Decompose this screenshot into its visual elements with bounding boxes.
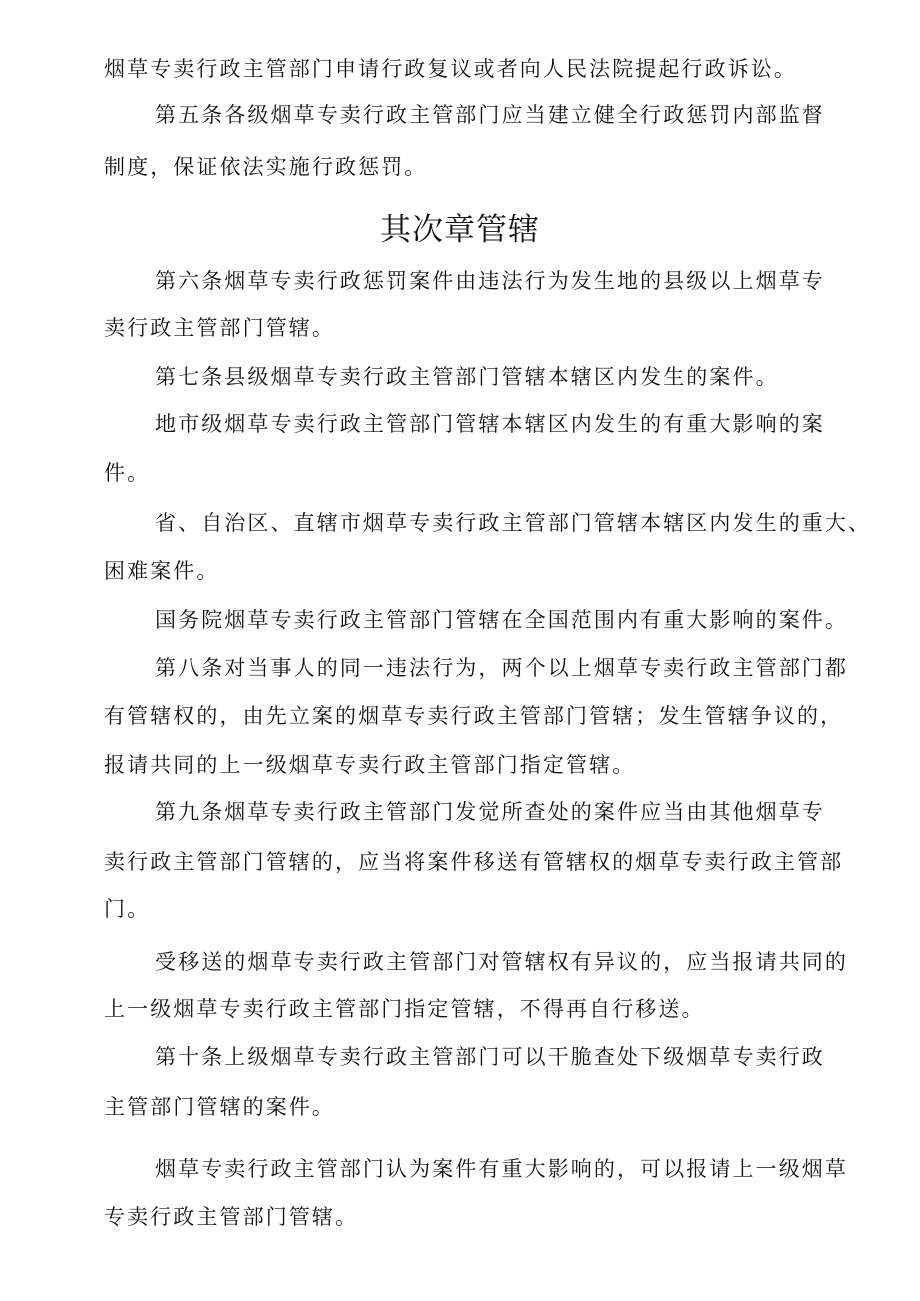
article-7-para-2-line-2: 件。 [104,461,151,485]
article-9-para-2-line-2: 上一级烟草专卖行政主管部门指定管辖，不得再自行移送。 [104,997,705,1021]
article-5-line-2: 制度，保证依法实施行政惩罚。 [104,155,428,179]
article-7-para-4-line-1: 国务院烟草专卖行政主管部门管辖在全国范围内有重大影响的案件。 [155,608,848,632]
article-8-line-1: 第八条对当事人的同一违法行为，两个以上烟草专卖行政主管部门都 [155,656,848,680]
article-10-para-2-line-1: 烟草专卖行政主管部门认为案件有重大影响的，可以报请上一级烟草 [155,1157,848,1181]
article-5-line-1: 第五条各级烟草专卖行政主管部门应当建立健全行政惩罚内部监督 [155,103,825,127]
article-6-line-1: 第六条烟草专卖行政惩罚案件由违法行为发生地的县级以上烟草专 [155,269,825,293]
article-10-line-2: 主管部门管辖的案件。 [104,1095,335,1119]
article-8-line-3: 报请共同的上一级烟草专卖行政主管部门指定管辖。 [104,753,636,777]
chapter-heading: 其次章管辖 [380,212,540,248]
article-9-para-2-line-1: 受移送的烟草专卖行政主管部门对管辖权有异议的，应当报请共同的 [155,950,848,974]
article-7-line-1: 第七条县级烟草专卖行政主管部门管辖本辖区内发生的案件。 [155,365,779,389]
article-10-para-2-line-2: 专卖行政主管部门管辖。 [104,1205,359,1229]
article-9-line-3: 门。 [104,897,151,921]
article-7-para-3-line-1: 省、自治区、直辖市烟草专卖行政主管部门管辖本辖区内发生的重大、 [155,511,872,535]
article-7-para-3-line-2: 困难案件。 [104,559,220,583]
article-7-para-2-line-1: 地市级烟草专卖行政主管部门管辖本辖区内发生的有重大影响的案 [155,412,825,436]
article-9-line-1: 第九条烟草专卖行政主管部门发觉所查处的案件应当由其他烟草专 [155,800,825,824]
article-9-line-2: 卖行政主管部门管辖的，应当将案件移送有管辖权的烟草专卖行政主管部 [104,850,844,874]
article-6-line-2: 卖行政主管部门管辖。 [104,316,335,340]
article-8-line-2: 有管辖权的，由先立案的烟草专卖行政主管部门管辖；发生管辖争议的， [104,704,844,728]
text-line-1: 烟草专卖行政主管部门申请行政复议或者向人民法院提起行政诉讼。 [104,57,797,81]
article-10-line-1: 第十条上级烟草专卖行政主管部门可以干脆查处下级烟草专卖行政 [155,1045,825,1069]
